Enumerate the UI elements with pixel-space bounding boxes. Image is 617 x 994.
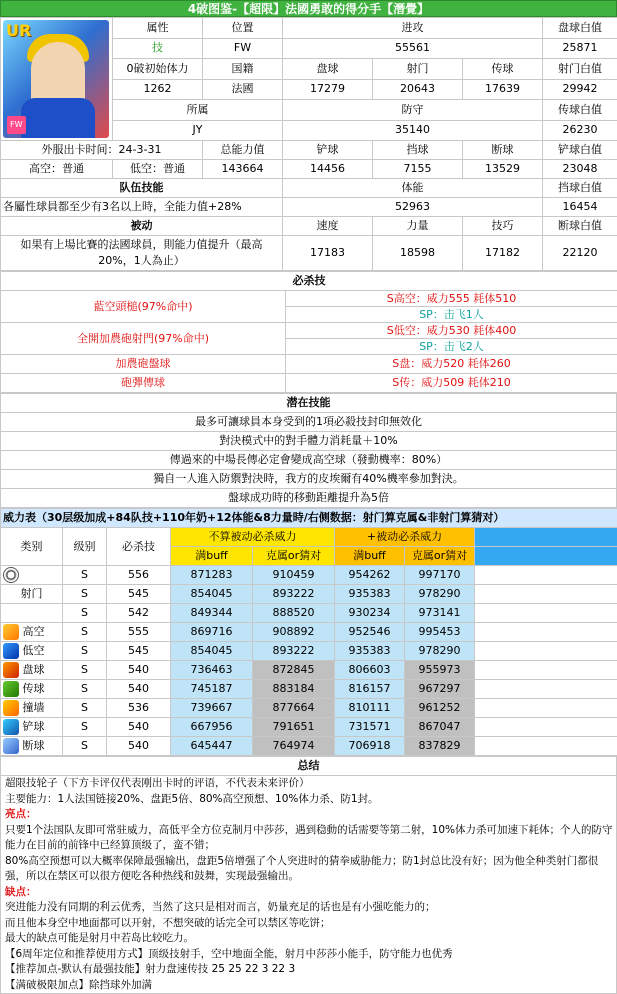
value-cell: 806603: [335, 661, 405, 680]
summary-line: 超限技轮子（下方卡评仅代表刚出卡时的评语，不代表未来评价）: [5, 776, 614, 792]
summary-table: [0, 756, 617, 994]
release-date: 外服出卡时间：24-3-31: [1, 141, 203, 160]
value-cell: 816157: [335, 680, 405, 699]
tip-line: 【推荐加点-默认有最强技能】射力盘速传技 25 25 22 3 22 3: [5, 962, 614, 978]
value-speed: 17183: [283, 236, 373, 271]
bad-line: 而且他本身空中地面都可以开射，不想突破的话完全可以禁区等吃饼；: [5, 916, 614, 932]
value-power: 18598: [373, 236, 463, 271]
value-cell: 954262: [335, 566, 405, 585]
value-initial-stamina: 1262: [113, 79, 203, 100]
value-block: 7155: [373, 160, 463, 179]
value-cell: 883184: [253, 680, 335, 699]
type-label: 铲球: [23, 720, 45, 733]
col-skill: 必杀技: [107, 528, 171, 566]
latent-item: 傳過來的中場長傳必定會變成高空球（發動機率：80%）: [1, 451, 617, 470]
latent-item: 獨自一人進入防禦對決時，我方的皮埃爾有40%機率參加對決。: [1, 470, 617, 489]
empty-cell: [475, 699, 617, 718]
label-total: 总能力值: [203, 141, 283, 160]
player-shirt: [21, 98, 95, 138]
dribble-icon: [3, 662, 19, 678]
special-detail: S低空：威力530 耗体400: [286, 323, 617, 339]
value-shoot-white: 29942: [543, 79, 617, 100]
value-cell: 837829: [405, 737, 475, 756]
level-cell: S: [63, 680, 107, 699]
skill-cell: 545: [107, 585, 171, 604]
type-cell: [1, 737, 63, 756]
label-attack: 进攻: [283, 18, 543, 39]
type-cell: [1, 604, 63, 623]
empty-cell: [475, 585, 617, 604]
blue-block: [475, 547, 617, 566]
blue-block: [475, 528, 617, 547]
value-cell: 973141: [405, 604, 475, 623]
ur-badge: UR: [6, 22, 31, 40]
special-name: 全開加農砲射門(97%命中): [1, 323, 286, 355]
value-intercept-white: 22120: [543, 236, 617, 271]
skill-cell: 556: [107, 566, 171, 585]
card-image: [1, 18, 113, 141]
value-cell: 667956: [171, 718, 253, 737]
value-stamina: 52963: [283, 198, 543, 217]
value-cell: 997170: [405, 566, 475, 585]
value-cell: 935383: [335, 642, 405, 661]
good-line: 80%高空预想可以大概率保障最强输出，盘距5倍增强了个人突进时的猜拳威胁能力；防1封总比没有好；因为他全种类射门都很强，所以在禁区可以很方便吃各种热线和鼓舞，实现最强输出。: [5, 854, 614, 885]
value-cell: 791651: [253, 718, 335, 737]
special-name: 加農砲盤球: [1, 355, 286, 374]
tip-line: 【6周年定位和推荐使用方式】顶级技射手，空中地面全能，射月中莎莎小能手，防守能力也优秀: [5, 947, 614, 963]
label-block: 挡球: [373, 141, 463, 160]
label-tackle: 铲球: [283, 141, 373, 160]
special-detail: S传：威力509 耗体210: [286, 374, 617, 393]
value-pass-white: 26230: [543, 120, 617, 141]
value-cell: 854045: [171, 642, 253, 661]
level-cell: S: [63, 699, 107, 718]
value-cell: 706918: [335, 737, 405, 756]
value-tackle-white: 23048: [543, 160, 617, 179]
value-cell: 877664: [253, 699, 335, 718]
skill-cell: 545: [107, 642, 171, 661]
latent-table: [0, 393, 617, 508]
type-cell: [1, 642, 63, 661]
value-cell: 888520: [253, 604, 335, 623]
skill-cell: 540: [107, 718, 171, 737]
value-cell: 854045: [171, 585, 253, 604]
ball-icon: [3, 567, 19, 583]
type-cell: [1, 699, 63, 718]
value-cell: 731571: [335, 718, 405, 737]
type-label: 低空: [23, 644, 45, 657]
empty-cell: [475, 737, 617, 756]
tackle-icon: [3, 719, 19, 735]
high-ball-icon: [3, 624, 19, 640]
sub-full-buff: 满buff: [335, 547, 405, 566]
stats-table: [0, 17, 617, 271]
skill-cell: 542: [107, 604, 171, 623]
value-cell: 908892: [253, 623, 335, 642]
bad-label: 缺点：: [5, 885, 614, 901]
group-with-passive: +被动必杀威力: [335, 528, 475, 547]
special-sp: SP：击飞2人: [286, 339, 617, 355]
type-cell: [1, 623, 63, 642]
label-nationality: 国籍: [203, 59, 283, 80]
skill-cell: 536: [107, 699, 171, 718]
position-tag: FW: [7, 116, 26, 134]
sub-counter: 克属or猜对: [405, 547, 475, 566]
label-pass: 传球: [463, 59, 543, 80]
special-detail: S高空：威力555 耗体510: [286, 291, 617, 307]
value-cell: 978290: [405, 585, 475, 604]
type-label: 盘球: [23, 663, 45, 676]
value-team: JY: [113, 120, 283, 141]
label-defense: 防守: [283, 100, 543, 121]
value-cell: 810111: [335, 699, 405, 718]
type-cell: 射门: [1, 585, 63, 604]
latent-item: 最多可讓球員本身受到的1項必殺技封印無效化: [1, 413, 617, 432]
label-dribble: 盘球: [283, 59, 373, 80]
level-cell: S: [63, 661, 107, 680]
skill-cell: 540: [107, 737, 171, 756]
value-dribble-white: 25871: [543, 38, 617, 59]
page-title: 4破图鉴-【超限】法國勇敢的得分手【潛覺】: [0, 0, 617, 17]
label-block-white: 挡球白值: [543, 179, 617, 198]
value-shoot: 20643: [373, 79, 463, 100]
level-cell: S: [63, 623, 107, 642]
value-block-white: 16454: [543, 198, 617, 217]
bad-line: 最大的缺点可能是射月中若岛比较吃力。: [5, 931, 614, 947]
skill-cell: 555: [107, 623, 171, 642]
special-detail: S盘：威力520 耗体260: [286, 355, 617, 374]
value-cell: 869716: [171, 623, 253, 642]
low-ball-icon: [3, 643, 19, 659]
specials-table: [0, 271, 617, 393]
tip-line: 【满破极限加点】除挡球外加满: [5, 978, 614, 994]
block-icon: [3, 700, 19, 716]
pass-icon: [3, 681, 19, 697]
level-cell: S: [63, 737, 107, 756]
label-dribble-white: 盘球白值: [543, 18, 617, 39]
value-cell: 745187: [171, 680, 253, 699]
label-stamina: 体能: [283, 179, 543, 198]
value-tackle: 14456: [283, 160, 373, 179]
type-cell: [1, 680, 63, 699]
value-attribute: 技: [113, 38, 203, 59]
special-sp: SP：击飞1人: [286, 307, 617, 323]
level-cell: S: [63, 718, 107, 737]
empty-cell: [475, 623, 617, 642]
label-pass-white: 传球白值: [543, 100, 617, 121]
value-cell: 645447: [171, 737, 253, 756]
value-attack: 55561: [283, 38, 543, 59]
value-total: 143664: [203, 160, 283, 179]
value-cell: 955973: [405, 661, 475, 680]
value-technique: 17182: [463, 236, 543, 271]
col-type: 类别: [1, 528, 63, 566]
level-cell: S: [63, 604, 107, 623]
level-cell: S: [63, 585, 107, 604]
value-cell: 872845: [253, 661, 335, 680]
label-shoot: 射门: [373, 59, 463, 80]
label-initial-stamina: 0破初始体力: [113, 59, 203, 80]
summary-body: [1, 776, 617, 994]
label-technique: 技巧: [463, 217, 543, 236]
label-team-skill: 队伍技能: [1, 179, 283, 198]
sub-full-buff: 满buff: [171, 547, 253, 566]
specials-header: 必杀技: [1, 272, 617, 291]
type-label: 高空: [23, 625, 45, 638]
empty-cell: [475, 604, 617, 623]
label-shoot-white: 射门白值: [543, 59, 617, 80]
value-cell: 764974: [253, 737, 335, 756]
col-level: 级别: [63, 528, 107, 566]
label-passive: 被动: [1, 217, 283, 236]
team-skill-text: 各屬性球員都至少有3名以上時，全能力值+28%: [1, 198, 283, 217]
label-tackle-white: 铲球白值: [543, 141, 617, 160]
type-cell: [1, 718, 63, 737]
type-label: 传球: [23, 682, 45, 695]
latent-item: 對決模式中的對手體力消耗量＋10%: [1, 432, 617, 451]
type-cell: [1, 566, 63, 585]
label-intercept-white: 断球白值: [543, 217, 617, 236]
value-cell: 978290: [405, 642, 475, 661]
empty-cell: [475, 680, 617, 699]
summary-header: 总结: [1, 757, 617, 776]
label-position: 位置: [203, 18, 283, 39]
value-intercept: 13529: [463, 160, 543, 179]
special-name: 砲彈傳球: [1, 374, 286, 393]
label-speed: 速度: [283, 217, 373, 236]
type-cell: [1, 661, 63, 680]
intercept-icon: [3, 738, 19, 754]
value-cell: 893222: [253, 585, 335, 604]
empty-cell: [475, 566, 617, 585]
empty-cell: [475, 661, 617, 680]
value-cell: 871283: [171, 566, 253, 585]
type-label: 撞墙: [23, 701, 45, 714]
value-cell: 893222: [253, 642, 335, 661]
bad-line: 突进能力没有同期的利云优秀，当然了这只是相对而言，奶量充足的话也是有小强吃能力的；: [5, 900, 614, 916]
special-name: 藍空頭槌(97%命中): [1, 291, 286, 323]
value-cell: 736463: [171, 661, 253, 680]
power-table: [0, 508, 617, 756]
summary-line: 主要能力：1人法国链接20%、盘距5倍、80%高空预想、10%体力杀、防1封。: [5, 792, 614, 808]
skill-cell: 540: [107, 661, 171, 680]
value-cell: 739667: [171, 699, 253, 718]
sub-counter: 克属or猜对: [253, 547, 335, 566]
value-defense: 35140: [283, 120, 543, 141]
power-header: 威力表（30层级加成+84队技+110年奶+12体能&8力量時/右侧数据：射门算克属&非射门算猜对）: [1, 509, 617, 528]
label-intercept: 断球: [463, 141, 543, 160]
value-position: FW: [203, 38, 283, 59]
value-cell: 967297: [405, 680, 475, 699]
value-cell: 849344: [171, 604, 253, 623]
passive-text: 如果有上場比賽的法國球員，則能力值提升（最高20%，1人為止）: [1, 236, 283, 271]
value-cell: 961252: [405, 699, 475, 718]
good-label: 亮点：: [5, 807, 614, 823]
good-line: 只要1个法国队友即可常驻威力，高低平全方位克制月中莎莎，遇到稳動的话需要等第二射，10%体力杀可加速下耗体；个人的防守能力在目前的前锋中已经算顶级了，蛮不错；: [5, 823, 614, 854]
high-ball-type: 高空：普通: [1, 160, 113, 179]
empty-cell: [475, 642, 617, 661]
value-nationality: 法國: [203, 79, 283, 100]
label-attribute: 属性: [113, 18, 203, 39]
level-cell: S: [63, 642, 107, 661]
empty-cell: [475, 718, 617, 737]
value-cell: 995453: [405, 623, 475, 642]
level-cell: S: [63, 566, 107, 585]
value-cell: 930234: [335, 604, 405, 623]
value-cell: 935383: [335, 585, 405, 604]
value-cell: 910459: [253, 566, 335, 585]
low-ball-type: 低空：普通: [113, 160, 203, 179]
value-pass: 17639: [463, 79, 543, 100]
value-dribble: 17279: [283, 79, 373, 100]
skill-cell: 540: [107, 680, 171, 699]
value-cell: 952546: [335, 623, 405, 642]
group-no-passive: 不算被动必杀威力: [171, 528, 335, 547]
label-team: 所属: [113, 100, 283, 121]
latent-item: 盤球成功時的移動距離提升為5倍: [1, 489, 617, 508]
latent-header: 潜在技能: [1, 394, 617, 413]
type-label: 断球: [23, 739, 45, 752]
label-power: 力量: [373, 217, 463, 236]
value-cell: 867047: [405, 718, 475, 737]
